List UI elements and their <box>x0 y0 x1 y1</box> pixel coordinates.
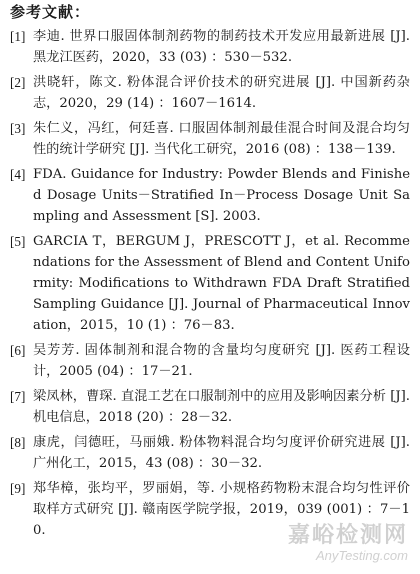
reference-item-4 <box>8 164 410 227</box>
reference-item-7 <box>8 386 410 428</box>
reference-text: 梁凤林，曹琛. 直混工艺在口服制剂中的应用及影响因素分析 [J]. 机电信息，2018 (20) ：28－32. <box>33 389 410 425</box>
reference-text: 郑华樟，张均平，罗丽娟，等. 小规格药物粉末混合均匀性评价取样方式研究 [J]. 赣南医学院学报，2019，039 (001) ：7－10. <box>33 481 410 538</box>
reference-number: [5] <box>10 234 26 249</box>
watermark-en: AnyTesting.com <box>315 548 408 563</box>
reference-number: [1] <box>10 29 26 44</box>
reference-number: [7] <box>10 389 26 404</box>
reference-item-5 <box>8 231 410 336</box>
reference-text: 朱仁义，冯红，何廷喜. 口服固体制剂最佳混合时间及混合均匀性的统计学研究 [J]. 当代化工研究，2016 (08) ：138－139. <box>33 121 410 157</box>
reference-text: GARCIA T，BERGUM J，PRESCOTT J，et al. Recommendations for the Assessment of Blend and Content Uniformity: Modifications to Withdrawn FDA Draft Stratified Sampling Guidance [J]. Journal of Pharmaceutical Innovation，2015，10 (1) ：76－83. <box>33 234 410 333</box>
reference-item-8 <box>8 432 410 474</box>
reference-number: [4] <box>10 167 26 182</box>
reference-text: 康虎，闫德旺，马丽娥. 粉体物料混合均匀度评价研究进展 [J]. 广州化工，2015，43 (08) ：30－32. <box>33 435 410 471</box>
reference-text: 洪晓轩，陈文. 粉体混合评价技术的研究进展 [J]. 中国新药杂志，2020，29 (14) ：1607－1614. <box>33 75 410 111</box>
reference-item-1 <box>8 26 410 68</box>
reference-list <box>8 26 410 541</box>
reference-number: [6] <box>10 343 26 358</box>
reference-item-6 <box>8 340 410 382</box>
reference-text: 吴芳芳. 固体制剂和混合物的含量均匀度研究 [J]. 医药工程设计，2005 (04) ：17－21. <box>33 343 410 379</box>
reference-item-9 <box>8 478 410 541</box>
reference-text: FDA. Guidance for Industry: Powder Blends and Finished Dosage Units－Stratified In－Process Dosage Unit Sampling and Assessment [S]. 2003. <box>33 167 410 224</box>
reference-number: [9] <box>10 481 26 496</box>
reference-item-3 <box>8 118 410 160</box>
reference-number: [2] <box>10 75 26 90</box>
references-heading: 参考文献： <box>10 3 91 21</box>
reference-text: 李迪. 世界口服固体制剂药物的制药技术开发应用最新进展 [J]. 黑龙江医药，2020，33 (03) ：530－532. <box>33 29 410 65</box>
reference-item-2 <box>8 72 410 114</box>
reference-number: [8] <box>10 435 26 450</box>
reference-number: [3] <box>10 121 26 136</box>
watermark-cn: 嘉峪检测网 <box>287 523 408 548</box>
